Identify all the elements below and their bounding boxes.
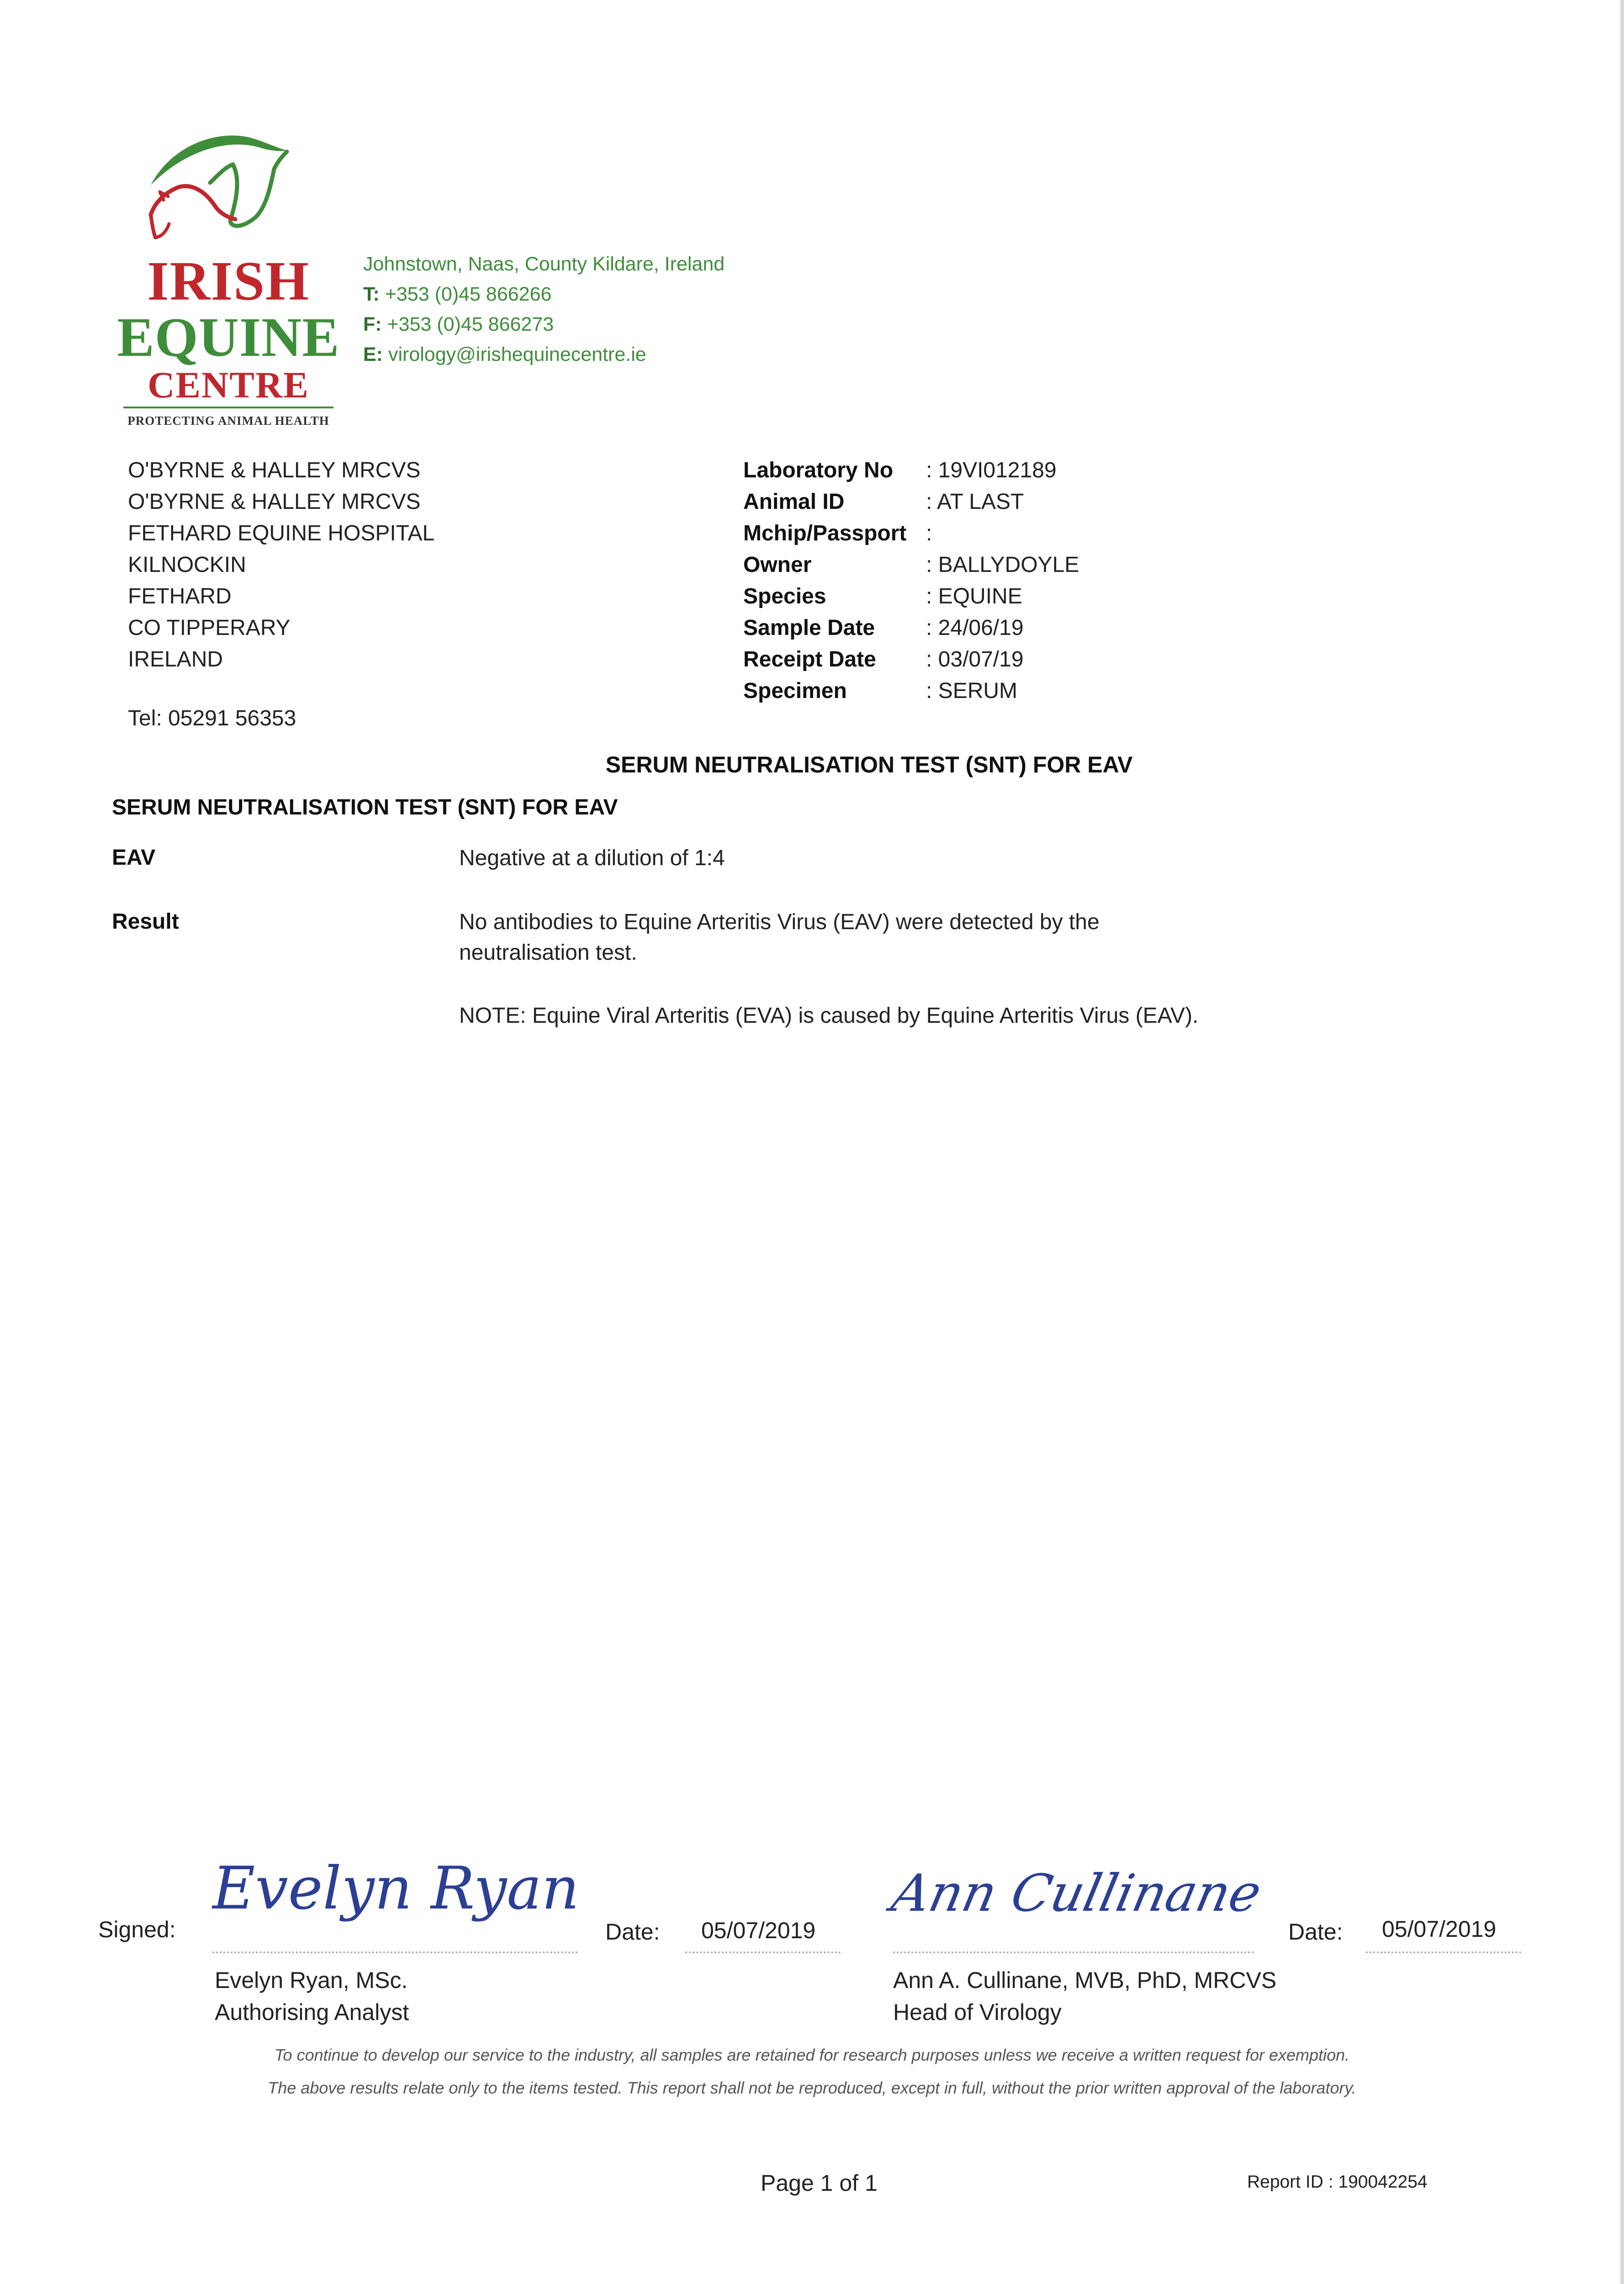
eav-value: Negative at a dilution of 1:4 bbox=[459, 846, 725, 870]
recipient-address bbox=[128, 455, 434, 675]
logo-word-equine: EQUINE bbox=[117, 307, 340, 368]
report-title: SERUM NEUTRALISATION TEST (SNT) FOR EAV bbox=[605, 752, 1133, 777]
lab-contact bbox=[363, 249, 725, 370]
detail-value: : SERUM bbox=[926, 679, 1018, 703]
recipient-tel: Tel: 05291 56353 bbox=[128, 706, 296, 730]
lab-fax bbox=[363, 309, 725, 339]
report-id: Report ID : 190042254 bbox=[1247, 2172, 1428, 2192]
scan-edge bbox=[1620, 0, 1624, 2284]
detail-label: Owner bbox=[743, 553, 812, 577]
address-line: FETHARD bbox=[128, 584, 232, 608]
date-value-left: 05/07/2019 bbox=[701, 1918, 816, 1943]
disclaimer-line: To continue to develop our service to the industry, all samples are retained for research purposes unless we receive a written request for exemption. bbox=[274, 2046, 1350, 2064]
date-label-left: Date: bbox=[605, 1919, 660, 1945]
logo-word-centre: CENTRE bbox=[148, 364, 309, 406]
disclaimer-line: The above results relate only to the items tested. This report shall not be reproduced, except in full, without the prior written approval of the laboratory. bbox=[268, 2078, 1356, 2097]
phone-value: +353 (0)45 866266 bbox=[385, 283, 552, 305]
email-label: E: bbox=[363, 344, 383, 365]
signature-evelyn-ryan: Evelyn Ryan bbox=[212, 1855, 580, 1923]
detail-value: : EQUINE bbox=[926, 584, 1022, 608]
date-line-left bbox=[685, 1951, 841, 1953]
lab-address: Johnstown, Naas, County Kildare, Ireland bbox=[363, 253, 725, 275]
address-line: CO TIPPERARY bbox=[128, 616, 291, 640]
logo-word-irish: IRISH bbox=[147, 250, 310, 312]
detail-row bbox=[743, 675, 1079, 707]
detail-value: : BALLYDOYLE bbox=[926, 553, 1079, 577]
detail-label: Animal ID bbox=[743, 490, 845, 514]
signature-line bbox=[893, 1951, 1254, 1953]
signatory-name: Ann A. Cullinane, MVB, PhD, MRCVS bbox=[893, 1967, 1277, 1993]
lab-logo bbox=[110, 123, 347, 434]
detail-row bbox=[743, 581, 1079, 612]
detail-row bbox=[743, 612, 1079, 644]
detail-label: Receipt Date bbox=[743, 647, 876, 671]
signatory-right bbox=[893, 1964, 1276, 2028]
eav-label: EAV bbox=[112, 846, 156, 870]
detail-label: Sample Date bbox=[743, 616, 875, 640]
detail-row bbox=[743, 455, 1079, 486]
lab-email bbox=[363, 339, 725, 370]
signature-ann-cullinane: Ann Cullinane bbox=[887, 1864, 1267, 1923]
signed-label: Signed: bbox=[98, 1917, 176, 1942]
signatory-role: Authorising Analyst bbox=[215, 1999, 409, 2025]
sample-details bbox=[743, 455, 1079, 707]
address-line: O'BYRNE & HALLEY MRCVS bbox=[128, 458, 421, 482]
fax-label: F: bbox=[363, 313, 382, 335]
detail-label: Specimen bbox=[743, 679, 847, 703]
detail-value: : 19VI012189 bbox=[926, 458, 1057, 482]
detail-row bbox=[743, 549, 1079, 581]
detail-row bbox=[743, 486, 1079, 518]
result-value: No antibodies to Equine Arteritis Virus (EAV) were detected by the neutralisation test. bbox=[459, 910, 1100, 965]
horse-logo-icon bbox=[142, 123, 315, 247]
signatory-name: Evelyn Ryan, MSc. bbox=[215, 1967, 408, 1993]
date-value-right: 05/07/2019 bbox=[1382, 1916, 1497, 1942]
fax-value: +353 (0)45 866273 bbox=[387, 313, 554, 335]
detail-label: Laboratory No bbox=[743, 458, 894, 482]
detail-row bbox=[743, 644, 1079, 675]
signature-line bbox=[212, 1951, 578, 1953]
address-line: IRELAND bbox=[128, 647, 223, 671]
address-line: KILNOCKIN bbox=[128, 553, 246, 577]
section-title: SERUM NEUTRALISATION TEST (SNT) FOR EAV bbox=[112, 795, 618, 819]
note-text: NOTE: Equine Viral Arteritis (EVA) is caused by Equine Arteritis Virus (EAV). bbox=[459, 1004, 1199, 1028]
page-number: Page 1 of 1 bbox=[761, 2170, 878, 2196]
detail-row bbox=[743, 518, 1079, 549]
lab-phone bbox=[363, 279, 725, 309]
phone-label: T: bbox=[363, 283, 380, 305]
date-line-right bbox=[1366, 1951, 1521, 1953]
address-line: O'BYRNE & HALLEY MRCVS bbox=[128, 490, 421, 514]
logo-divider bbox=[123, 407, 333, 408]
detail-label: Mchip/Passport bbox=[743, 521, 907, 545]
result-label: Result bbox=[112, 909, 179, 934]
signatory-left bbox=[215, 1964, 409, 2028]
email-value: virology@irishequinecentre.ie bbox=[388, 344, 646, 365]
logo-tagline: PROTECTING ANIMAL HEALTH bbox=[127, 414, 329, 428]
detail-value: : AT LAST bbox=[926, 490, 1024, 514]
detail-value: : 03/07/19 bbox=[926, 647, 1024, 671]
signatory-role: Head of Virology bbox=[893, 1999, 1062, 2025]
detail-label: Species bbox=[743, 584, 826, 608]
address-line: FETHARD EQUINE HOSPITAL bbox=[128, 521, 435, 545]
date-label-right: Date: bbox=[1288, 1919, 1343, 1945]
detail-value: : 24/06/19 bbox=[926, 616, 1024, 640]
detail-value: : bbox=[926, 521, 932, 545]
